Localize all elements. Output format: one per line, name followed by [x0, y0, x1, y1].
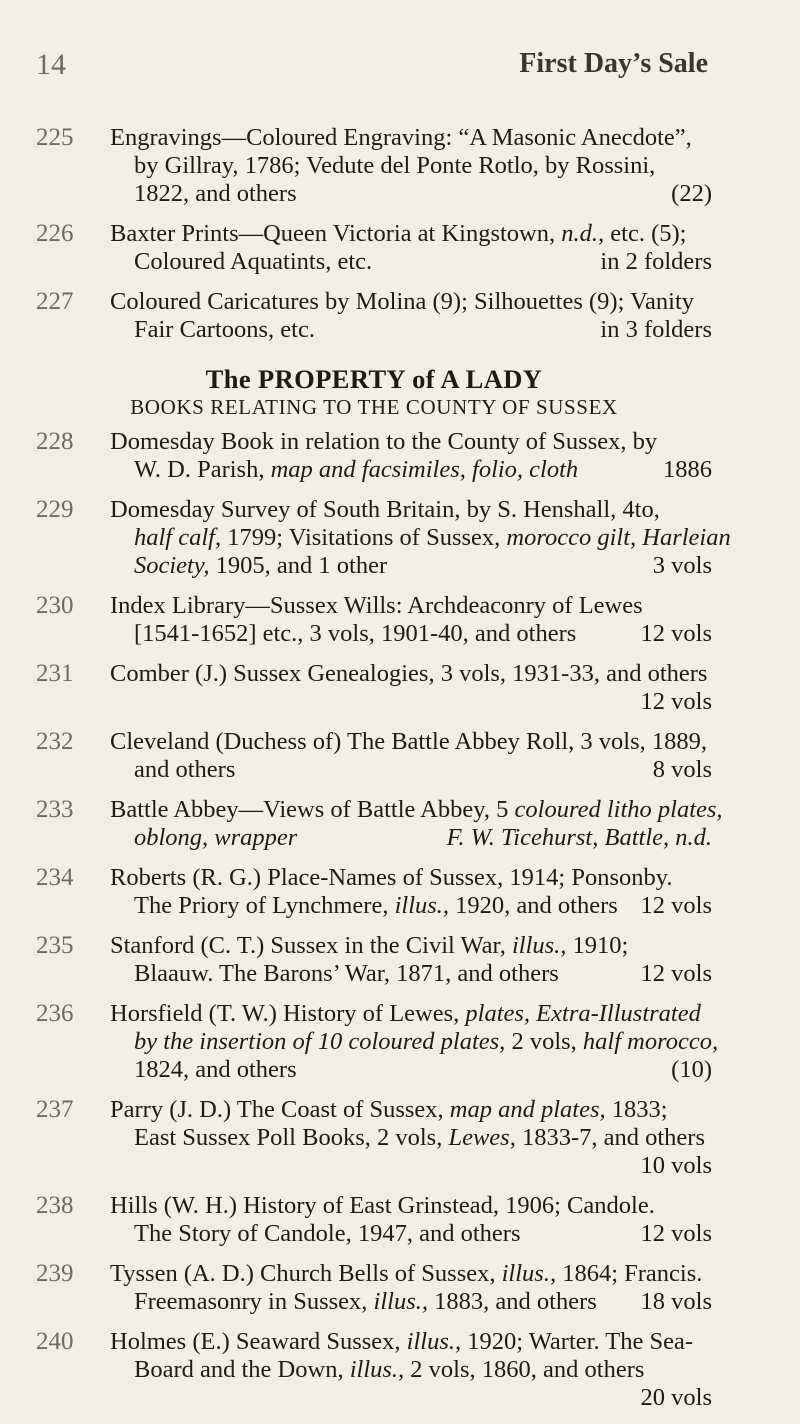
lot-text: 1833-7, and others	[521, 1124, 706, 1151]
lot-quantity: 3 vols	[652, 552, 712, 579]
lot-number: 229	[36, 496, 74, 523]
lot-text-italic: plates, Extra-Illustrated	[465, 1000, 701, 1027]
lot-text: Coloured Aquatints, etc.	[134, 248, 373, 275]
lot-number: 236	[36, 1000, 74, 1027]
lot-text: 1920; Warter. The Sea-	[467, 1328, 693, 1355]
lot-quantity: (10)	[671, 1056, 712, 1083]
lot-text: 1799; Visitations of Sussex,	[227, 524, 501, 551]
lot-number: 240	[36, 1328, 74, 1355]
page-header	[36, 48, 708, 88]
lot-text: The Story of Candole, 1947, and others	[134, 1220, 521, 1247]
lot-text: and others	[134, 756, 236, 783]
lot-text-italic: oblong, wrapper	[134, 824, 298, 851]
lot-235	[36, 932, 712, 988]
lot-publisher: F. W. Ticehurst, Battle, n.d.	[446, 824, 712, 851]
lot-quantity: in 2 folders	[600, 248, 712, 275]
lot-234	[36, 864, 712, 920]
lot-226	[36, 220, 712, 276]
lot-232	[36, 728, 712, 784]
lot-233	[36, 796, 723, 852]
lot-quantity: 12 vols	[640, 620, 712, 647]
lot-text: Tyssen (A. D.) Church Bells of Sussex,	[110, 1260, 496, 1287]
lot-quantity: in 3 folders	[600, 316, 712, 343]
lot-text: Board and the Down,	[134, 1356, 344, 1383]
lot-225	[36, 124, 712, 208]
lot-text: 1905, and 1 other	[215, 552, 388, 579]
lot-text: The Priory of Lynchmere,	[134, 892, 389, 919]
lot-text: 1910;	[572, 932, 629, 959]
lot-text: W. D. Parish,	[134, 456, 265, 483]
lot-quantity: 20 vols	[640, 1384, 712, 1411]
lot-text: 1822, and others	[134, 180, 297, 207]
lot-239	[36, 1260, 712, 1316]
lot-text: Stanford (C. T.) Sussex in the Civil War,	[110, 932, 506, 959]
lot-text: Horsfield (T. W.) History of Lewes,	[110, 1000, 460, 1027]
lot-quantity: 12 vols	[640, 1220, 712, 1247]
lot-text-italic: by the insertion of 10 coloured plates,	[134, 1028, 506, 1055]
lot-240	[36, 1328, 712, 1412]
lot-229	[36, 496, 731, 580]
lot-text: 1824, and others	[134, 1056, 297, 1083]
lot-text: Blaauw. The Barons’ War, 1871, and others	[134, 960, 559, 987]
lot-text-italic: half morocco,	[582, 1028, 719, 1055]
lot-text: Domesday Survey of South Britain, by S. Henshall, 4to,	[110, 496, 660, 523]
lot-227	[36, 288, 712, 344]
lot-text: Coloured Caricatures by Molina (9); Silhouettes (9); Vanity	[110, 288, 695, 315]
lot-237	[36, 1096, 712, 1180]
lot-text: [1541-1652] etc., 3 vols, 1901-40, and others	[134, 620, 577, 647]
lot-text: Hills (W. H.) History of East Grinstead, 1906; Candole.	[110, 1192, 655, 1219]
lot-quantity: 12 vols	[640, 892, 712, 919]
lot-number: 234	[36, 864, 74, 891]
lot-text-italic: illus.,	[373, 1288, 429, 1315]
lot-text-italic: illus.,	[349, 1356, 405, 1383]
lot-text: 1833;	[611, 1096, 668, 1123]
lot-text-italic: Society,	[134, 552, 210, 579]
lot-text: Roberts (R. G.) Place-Names of Sussex, 1914; Ponsonby.	[110, 864, 673, 891]
lot-text: 2 vols,	[511, 1028, 577, 1055]
lot-quantity: 12 vols	[640, 960, 712, 987]
lot-text: Freemasonry in Sussex,	[134, 1288, 368, 1315]
lot-text-italic: Lewes,	[448, 1124, 516, 1151]
lot-number: 239	[36, 1260, 74, 1287]
lot-number: 235	[36, 932, 74, 959]
lot-text: Baxter Prints—Queen Victoria at Kingstown,	[110, 220, 556, 247]
lot-238	[36, 1192, 712, 1248]
lot-text: Comber (J.) Sussex Genealogies, 3 vols, 1931-33, and others	[110, 660, 708, 687]
lot-231	[36, 660, 712, 716]
lot-text: Battle Abbey—Views of Battle Abbey, 5	[110, 796, 509, 823]
section-title: The PROPERTY of A LADY	[205, 364, 543, 394]
lot-quantity: 1886	[663, 456, 712, 483]
lot-text-italic: half calf,	[134, 524, 222, 551]
lot-text: Parry (J. D.) The Coast of Sussex,	[110, 1096, 444, 1123]
page-number: 14	[36, 48, 66, 81]
lot-text: 1864; Francis.	[562, 1260, 703, 1287]
lot-text: East Sussex Poll Books, 2 vols,	[134, 1124, 443, 1151]
lot-text-italic: morocco gilt, Harleian	[506, 524, 731, 551]
lot-number: 226	[36, 220, 74, 247]
lot-quantity: 12 vols	[640, 688, 712, 715]
lot-number: 225	[36, 124, 74, 151]
lot-number: 237	[36, 1096, 74, 1123]
section-heading	[36, 364, 712, 420]
lot-number: 230	[36, 592, 74, 619]
lot-number: 228	[36, 428, 74, 455]
lot-236	[36, 1000, 719, 1084]
lot-quantity: (22)	[671, 180, 712, 207]
lot-text: etc. (5);	[610, 220, 687, 247]
lot-text: 1920, and others	[455, 892, 618, 919]
lot-number: 232	[36, 728, 74, 755]
lot-number: 227	[36, 288, 74, 315]
lot-text: Fair Cartoons, etc.	[134, 316, 315, 343]
lot-number: 231	[36, 660, 74, 687]
lot-text: Cleveland (Duchess of) The Battle Abbey Roll, 3 vols, 1889,	[110, 728, 707, 755]
lot-list	[36, 124, 731, 1424]
lot-text-italic: n.d.,	[561, 220, 605, 247]
lot-quantity: 8 vols	[652, 756, 712, 783]
lot-quantity: 18 vols	[640, 1288, 712, 1315]
lot-text: 1883, and others	[434, 1288, 597, 1315]
running-title: First Day’s Sale	[519, 48, 708, 79]
section-subtitle: BOOKS RELATING TO THE COUNTY OF SUSSEX	[130, 395, 618, 419]
lot-text-italic: illus.,	[511, 932, 567, 959]
lot-text: Domesday Book in relation to the County of Sussex, by	[110, 428, 658, 455]
lot-text-italic: map and plates,	[449, 1096, 606, 1123]
lot-text-italic: map and facsimiles, folio, cloth	[270, 456, 579, 483]
lot-text-italic: coloured litho plates,	[514, 796, 723, 823]
lot-230	[36, 592, 712, 648]
lot-text-italic: illus.,	[394, 892, 450, 919]
lot-number: 238	[36, 1192, 74, 1219]
lot-text-italic: illus.,	[406, 1328, 462, 1355]
lot-text: Index Library—Sussex Wills: Archdeaconry of Lewes	[110, 592, 643, 619]
lot-text-italic: illus.,	[501, 1260, 557, 1287]
lot-number: 233	[36, 796, 74, 823]
lot-text: Engravings—Coloured Engraving: “A Masonic Anecdote”,	[110, 124, 692, 151]
lot-text: 2 vols, 1860, and others	[410, 1356, 645, 1383]
lot-quantity: 10 vols	[640, 1152, 712, 1179]
lot-text: by Gillray, 1786; Vedute del Ponte Rotlo, by Rossini,	[134, 152, 656, 179]
lot-text: Holmes (E.) Seaward Sussex,	[110, 1328, 401, 1355]
lot-228	[36, 428, 712, 484]
